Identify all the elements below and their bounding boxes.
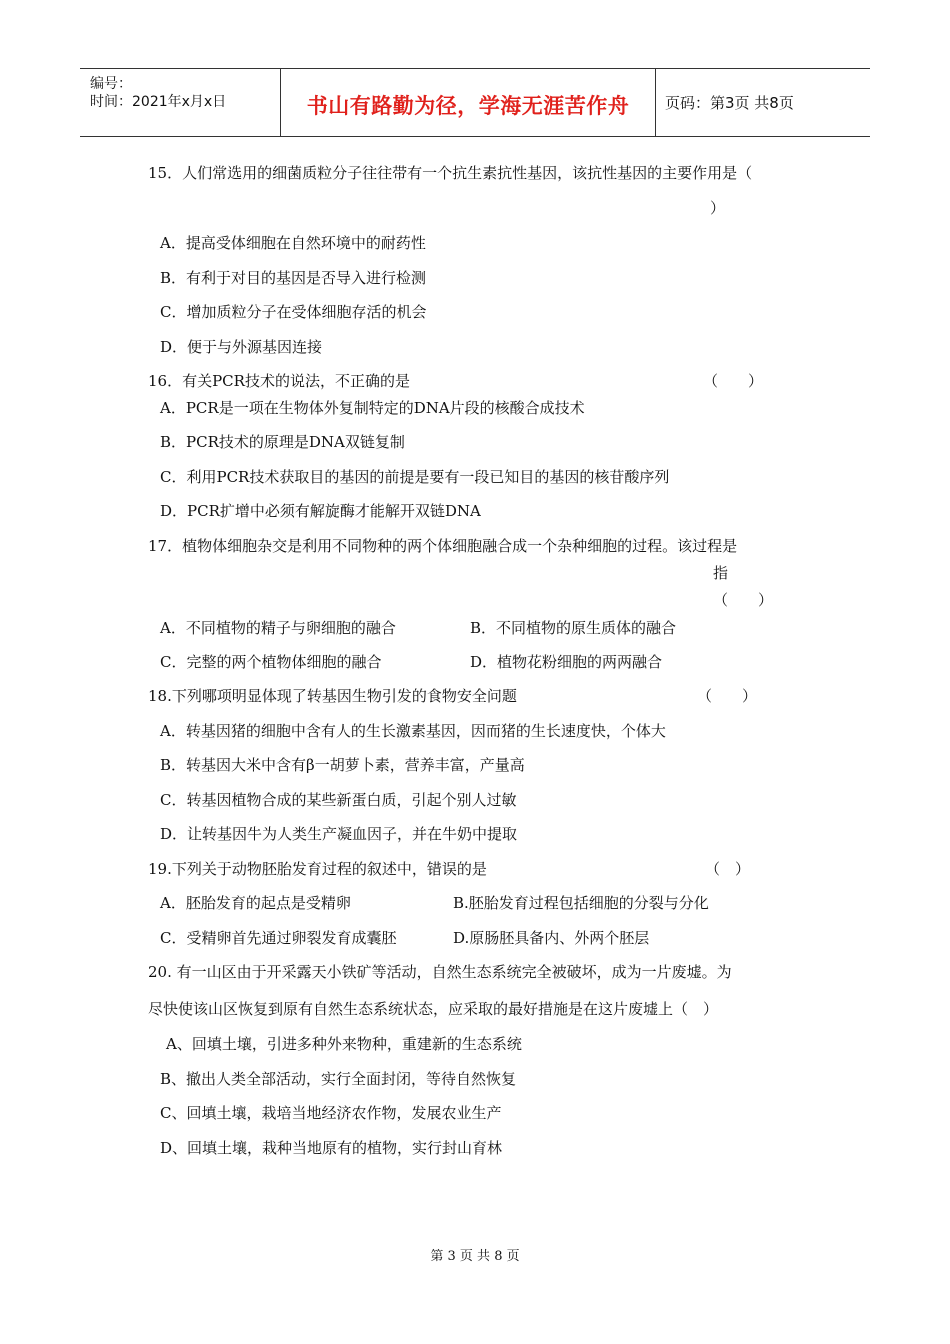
q19-answer-paren: （ ） [705,860,751,878]
q16-stem: 16．有关PCR技术的说法，不正确的是 [148,372,410,390]
q15-stem: 15．人们常选用的细菌质粒分子往往带有一个抗生素抗性基因，该抗性基因的主要作用是（ [148,164,753,182]
q20-stem-line2: 尽快使该山区恢复到原有自然生态系统状态，应采取的最好措施是在这片废墟上（ ） [148,1000,719,1018]
q19-option-a: A．胚胎发育的起点是受精卵 [160,894,351,912]
q16-option-a: A．PCR是一项在生物体外复制特定的DNA片段的核酸合成技术 [160,399,585,417]
page-footer: 第 3 页 共 8 页 [430,1249,520,1264]
q17-answer-paren: （ ） [713,591,774,609]
q19-option-c: C．受精卵首先通过卵裂发育成囊胚 [160,929,397,947]
q17-option-b: B．不同植物的原生质体的融合 [470,619,677,637]
q16-option-b: B．PCR技术的原理是DNA双链复制 [160,433,405,451]
q20-option-c: C、回填土壤，栽培当地经济农作物，发展农业生产 [160,1104,502,1122]
header-right-cell [655,69,870,136]
q15-stem-end: ） [710,199,726,217]
date-label: 时间：2021年x月x日 [90,94,227,110]
q16-answer-paren: （ ） [703,372,764,390]
motto: 书山有路勤为径，学海无涯苦作舟 [306,93,630,118]
q17-option-c: C．完整的两个植物体细胞的融合 [160,653,382,671]
q16-option-c: C．利用PCR技术获取目的基因的前提是要有一段已知目的基因的核苷酸序列 [160,468,670,486]
q18-option-d: D．让转基因牛为人类生产凝血因子，并在牛奶中提取 [160,825,518,843]
q20-stem-line1: 20. 有一山区由于开采露天小铁矿等活动，自然生态系统完全被破坏，成为一片废墟。为 [148,963,732,981]
q19-stem: 19.下列关于动物胚胎发育过程的叙述中，错误的是 [148,860,487,878]
q17-stem: 17．植物体细胞杂交是利用不同物种的两个体细胞融合成一个杂种细胞的过程。该过程是 [148,537,738,555]
q20-option-a: A、回填土壤，引进多种外来物种，重建新的生态系统 [166,1035,522,1053]
q15-option-a: A．提高受体细胞在自然环境中的耐药性 [160,234,426,252]
q17-option-d: D．植物花粉细胞的两两融合 [470,653,663,671]
document-header [80,68,870,137]
q19-option-b: B.胚胎发育过程包括细胞的分裂与分化 [453,894,709,912]
header-motto-cell [280,69,656,136]
q18-answer-paren: （ ） [697,687,758,705]
q20-option-d: D、回填土壤，栽种当地原有的植物，实行封山育林 [160,1139,503,1157]
q15-option-d: D．便于与外源基因连接 [160,338,323,356]
q18-option-b: B．转基因大米中含有β一胡萝卜素，营养丰富，产量高 [160,756,525,774]
q18-option-c: C．转基因植物合成的某些新蛋白质，引起个别人过敏 [160,791,517,809]
q17-stem-end: 指 [713,564,729,582]
number-label: 编号： [90,76,132,92]
q19-option-d: D.原肠胚具备内、外两个胚层 [453,929,650,947]
q18-option-a: A．转基因猪的细胞中含有人的生长激素基因，因而猪的生长速度快，个体大 [160,722,666,740]
q17-option-a: A．不同植物的精子与卵细胞的融合 [160,619,396,637]
q15-option-b: B．有利于对目的基因是否导入进行检测 [160,269,427,287]
q16-option-d: D．PCR扩增中必须有解旋酶才能解开双链DNA [160,502,481,520]
q15-option-c: C．增加质粒分子在受体细胞存活的机会 [160,303,427,321]
header-left-cell [80,69,280,136]
q18-stem: 18.下列哪项明显体现了转基因生物引发的食物安全问题 [148,687,517,705]
q20-option-b: B、撤出人类全部活动，实行全面封闭，等待自然恢复 [160,1070,517,1088]
page-label: 页码：第3页 共8页 [665,94,794,112]
